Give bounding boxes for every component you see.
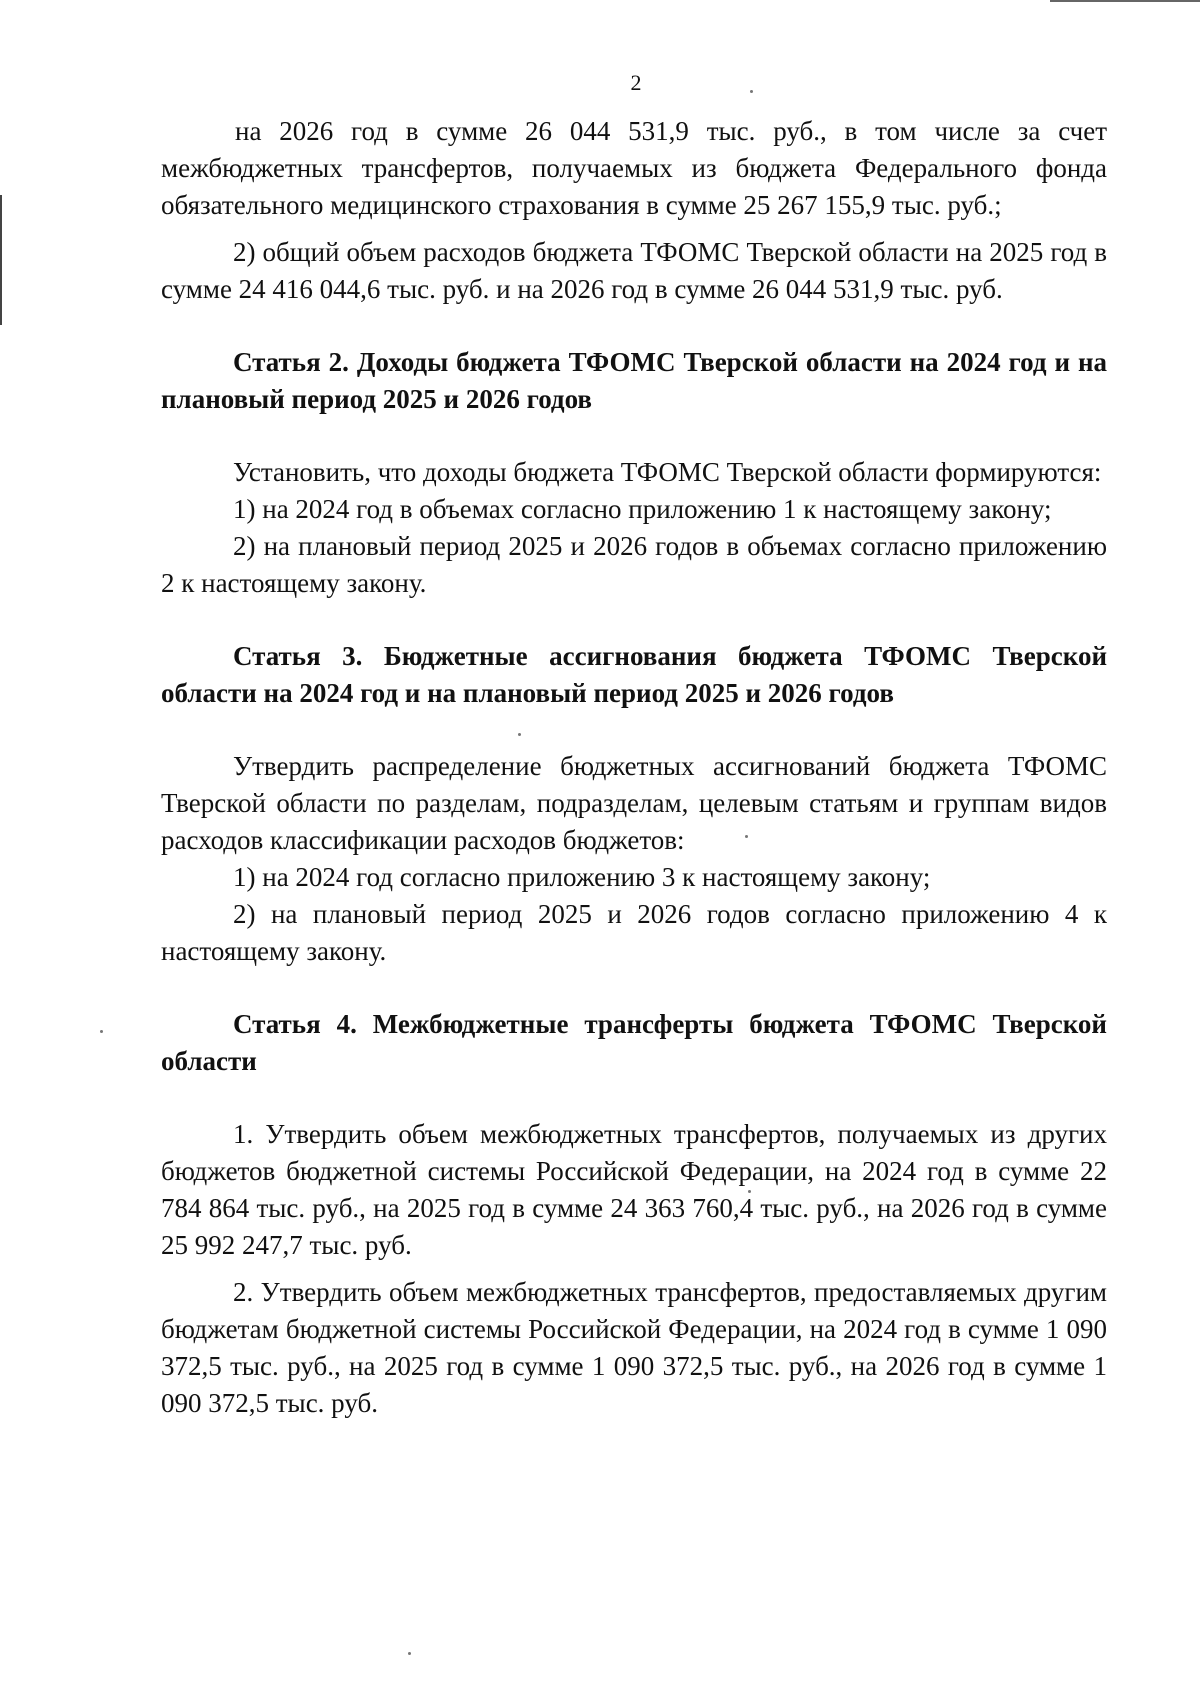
article-3-item: 2) на плановый период 2025 и 2026 годов согласно приложению 4 к настоящему закону. [161,899,1107,966]
scan-edge-line [0,195,2,325]
article-2-paragraph: Установить, что доходы бюджета ТФОМС Тверской области формируются: [233,457,1102,487]
intro-paragraph: на 2026 год в сумме 26 044 531,9 тыс. руб., в том числе за счет межбюджетных трансфертов, получаемых из бюджета Федерального фонда обязательного медицинского страхования в сумме 25 267 155,9 тыс. руб.; [161,116,1107,220]
article-4-paragraph: 2. Утвердить объем межбюджетных трансфертов, предоставляемых другим бюджетам бюджетной системы Российской Федерации, на 2024 год в сумме 1 090 372,5 тыс. руб., на 2025 год в сумме 1 090 372,5 тыс. руб., на 2026 год в сумме 1 090 372,5 тыс. руб. [161,1277,1107,1418]
article-4-paragraph: 1. Утвердить объем межбюджетных трансфертов, получаемых из других бюджетов бюджетной системы Российской Федерации, на 2024 год в сумме 22 784 864 тыс. руб., на 2025 год в сумме 24 363 760,4 тыс. руб., на 2026 год в сумме 25 992 247,7 тыс. руб. [161,1119,1107,1260]
article-2-item: 2) на плановый период 2025 и 2026 годов в объемах согласно приложению 2 к настоящему закону. [161,531,1107,598]
document-body [161,113,1107,1422]
article-2-heading: Статья 2. Доходы бюджета ТФОМС Тверской области на 2024 год и на плановый период 2025 и 2026 годов [161,347,1107,414]
page-number: 2 [630,70,642,95]
article-3-item: 1) на 2024 год согласно приложению 3 к настоящему закону; [233,862,931,892]
article-4-heading: Статья 4. Межбюджетные трансферты бюджета ТФОМС Тверской области [161,1009,1107,1076]
article-3-paragraph: Утвердить распределение бюджетных ассигнований бюджета ТФОМС Тверской области по разделам, подразделам, целевым статьям и группам видов расходов классификации расходов бюджетов: [161,751,1107,855]
intro-paragraph: 2) общий объем расходов бюджета ТФОМС Тверской области на 2025 год в сумме 24 416 044,6 тыс. руб. и на 2026 год в сумме 26 044 531,9 тыс. руб. [161,237,1107,304]
article-3-heading: Статья 3. Бюджетные ассигнования бюджета ТФОМС Тверской области на 2024 год и на плановый период 2025 и 2026 годов [161,641,1107,708]
scan-edge-line [1050,0,1200,2]
scan-speck [408,1652,411,1655]
scan-speck [100,1030,103,1033]
article-2-item: 1) на 2024 год в объемах согласно приложению 1 к настоящему закону; [233,494,1052,524]
